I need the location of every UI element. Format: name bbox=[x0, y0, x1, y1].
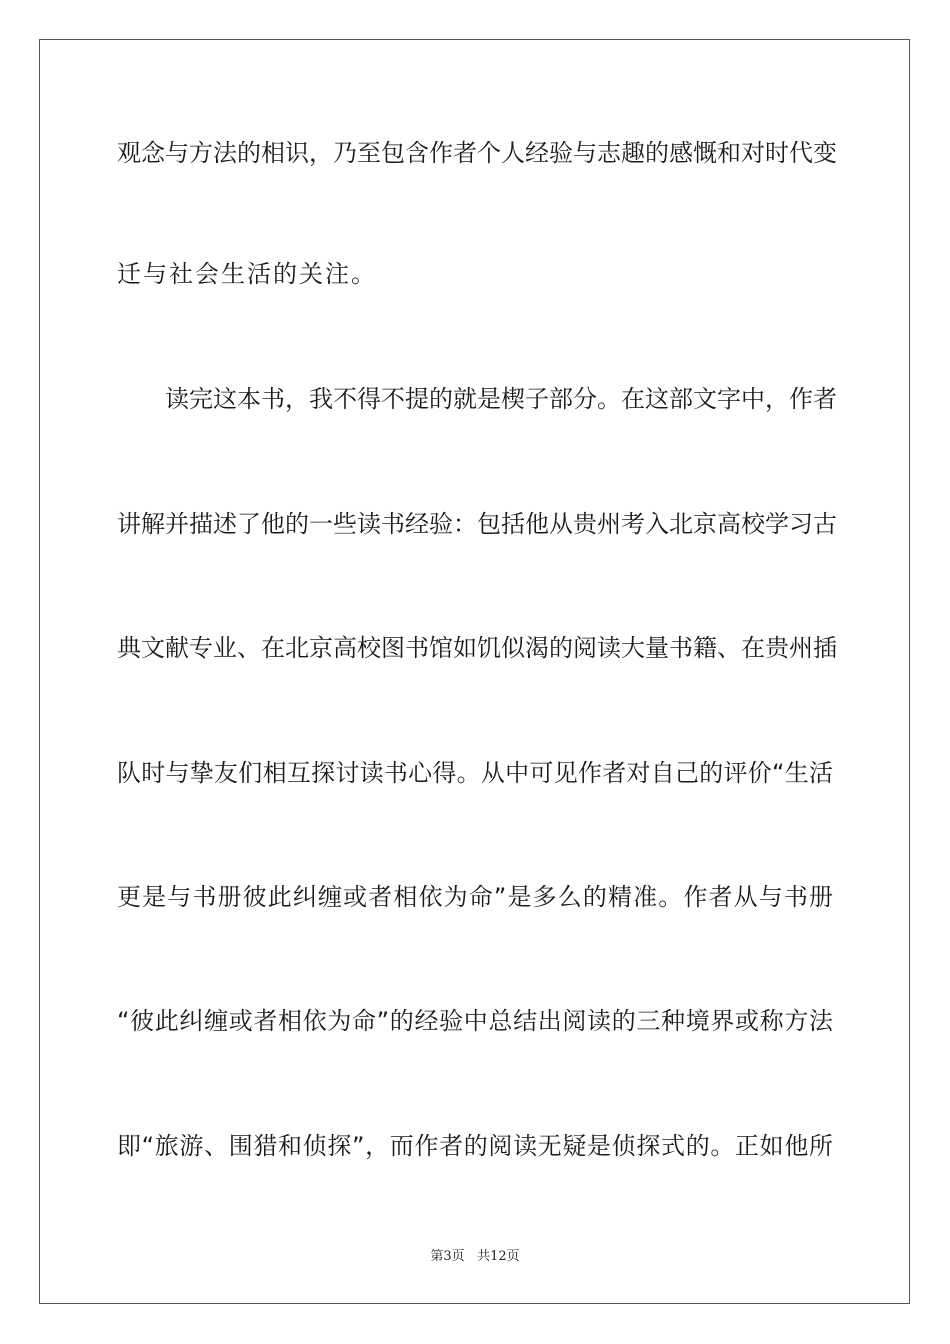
page-number: 第3页 bbox=[430, 1249, 465, 1264]
text-line-9: 即“旅游、围猎和侦探”，而作者的阅读无疑是侦探式的。正如他所 bbox=[117, 1132, 833, 1160]
text-line-3: 读完这本书，我不得不提的就是楔子部分。在这部文字中，作者 bbox=[165, 385, 837, 413]
text-line-7: 更是与书册彼此纠缠或者相依为命”是多么的精准。作者从与书册 bbox=[117, 883, 833, 911]
text-line-4: 讲解并描述了他的一些读书经验：包括他从贵州考入北京高校学习古 bbox=[117, 510, 837, 538]
text-line-6: 队时与挚友们相互探讨读书心得。从中可见作者对自己的评价“生活 bbox=[117, 759, 833, 787]
text-line-1: 观念与方法的相识，乃至包含作者个人经验与志趣的感慨和对时代变 bbox=[117, 139, 837, 167]
page-footer bbox=[0, 1245, 950, 1264]
text-line-8: “彼此纠缠或者相依为命”的经验中总结出阅读的三种境界或称方法 bbox=[117, 1007, 833, 1035]
text-line-5: 典文献专业、在北京高校图书馆如饥似渴的阅读大量书籍、在贵州插 bbox=[117, 634, 837, 662]
page-border bbox=[39, 39, 910, 1304]
page-total: 共12页 bbox=[477, 1249, 520, 1264]
text-line-2: 迁与社会生活的关注。 bbox=[117, 260, 377, 288]
